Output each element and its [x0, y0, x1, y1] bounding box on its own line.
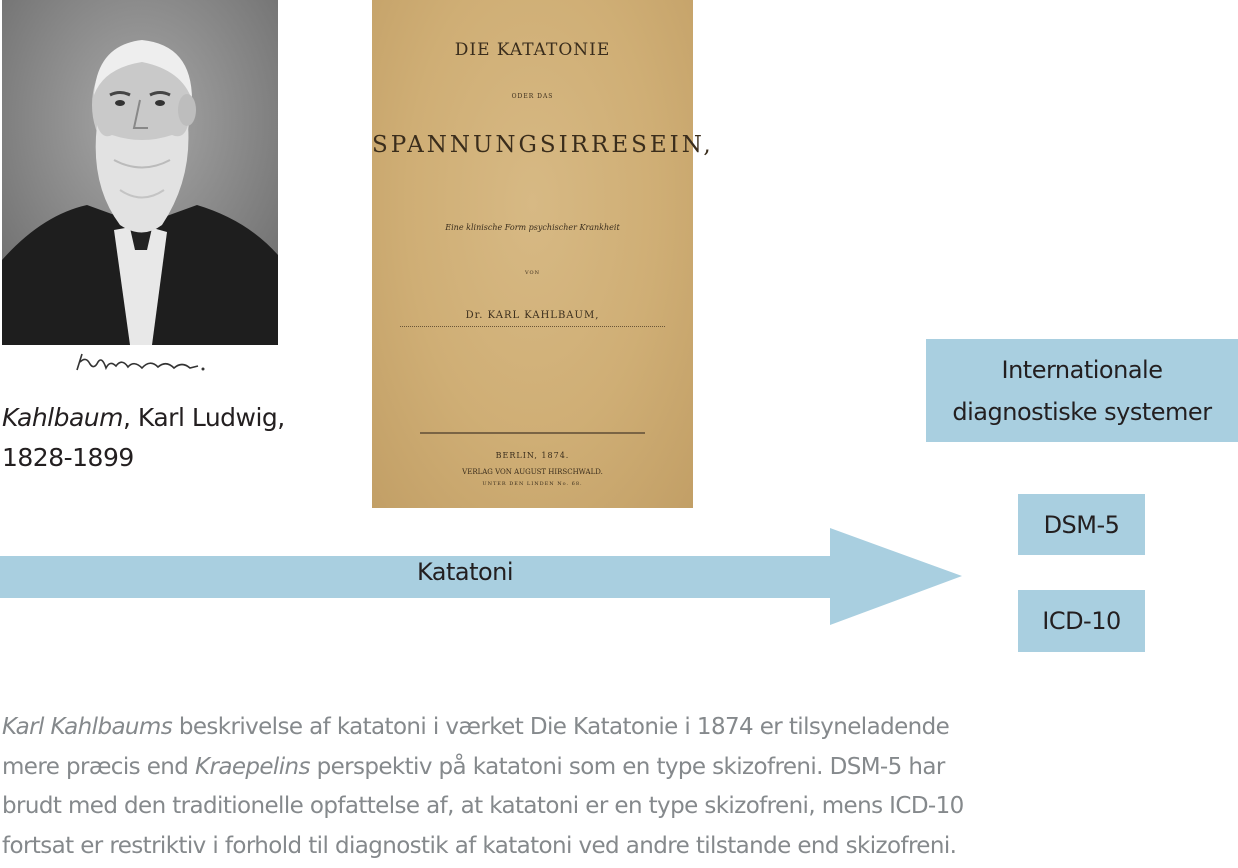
book-main-title: SPANNUNGSIRRESEIN, [372, 132, 714, 158]
dsm5-label: DSM-5 [1043, 510, 1120, 539]
book-von: VON [525, 270, 540, 276]
body-line1-italic: Karl Kahlbaums [2, 714, 173, 740]
international-systems-box [926, 339, 1238, 442]
book-oder-das: ODER DAS [511, 93, 554, 100]
body-line2-italic: Kraepelins [194, 753, 310, 780]
icd10-label: ICD-10 [1042, 607, 1121, 635]
body-line4: fortsat er restriktiv i forhold til diagnostik af katatoni ved andre tilstande end skizofreni. [2, 832, 957, 859]
body-line2-b: perspektiv på katatoni som en type skizofreni. DSM-5 har [309, 753, 945, 780]
arrow-label: Katatoni [416, 558, 514, 586]
icd10-box [1018, 590, 1145, 652]
book-divider [420, 432, 645, 434]
body-line3: brudt med den traditionelle opfattelse af, at katatoni er en type skizofreni, mens ICD-10 [2, 793, 964, 819]
body-paragraph [2, 708, 1236, 866]
body-line1-rest: beskrivelse af katatoni i værket Die Katatonie i 1874 er tilsyneladende [172, 714, 950, 740]
systems-box-line2: diagnostiske systemer [952, 397, 1212, 426]
kahlbaum-portrait-image [2, 0, 278, 345]
book-author: Dr. KARL KAHLBAUM, [465, 310, 600, 321]
kahlbaum-signature [72, 350, 212, 378]
caption-surname: Kahlbaum [2, 403, 123, 432]
book-city-year: BERLIN, 1874. [495, 451, 570, 460]
book-cover-image [372, 0, 714, 508]
portrait-caption [2, 398, 302, 478]
book-author-position-line [400, 326, 665, 330]
book-title: DIE KATATONIE [454, 40, 611, 60]
caption-years: 1828-1899 [2, 443, 134, 472]
book-publisher: VERLAG VON AUGUST HIRSCHWALD. [462, 468, 603, 476]
dsm5-box [1018, 494, 1145, 555]
caption-given-names: , Karl Ludwig, [123, 403, 285, 432]
book-address: UNTER DEN LINDEN No. 68. [482, 481, 583, 487]
book-subtitle: Eine klinische Form psychischer Krankheit [445, 223, 620, 232]
systems-box-line1: Internationale [1001, 355, 1163, 384]
body-line2-a: mere præcis end [2, 753, 195, 780]
